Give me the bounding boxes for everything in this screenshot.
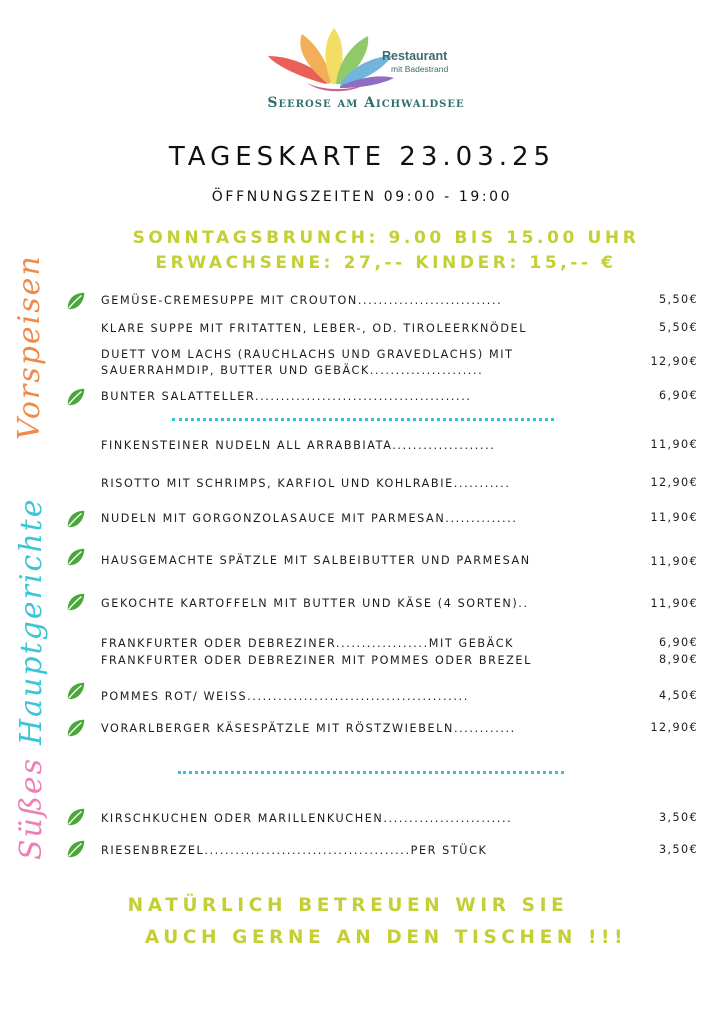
lotus-logo xyxy=(266,26,466,126)
menu-item-name: GEKOCHTE KARTOFFELN MIT BUTTER UND KÄSE (4 SORTEN).. xyxy=(101,597,529,610)
menu-item-price: 4,50€ xyxy=(658,689,698,702)
leaf-icon xyxy=(65,591,87,613)
menu-item-name: DUETT VOM LACHS (RAUCHLACHS UND GRAVEDLACHS) MIT xyxy=(101,348,514,361)
menu-item-name: RISOTTO MIT SCHRIMPS, KARFIOL UND KOHLRABIE........... xyxy=(101,477,511,490)
section-label-desserts: Süßes xyxy=(14,756,49,860)
leaf-icon xyxy=(65,838,87,860)
menu-item-name: VORARLBERGER KÄSESPÄTZLE MIT RÖSTZWIEBELN............ xyxy=(101,722,516,735)
menu-item-price: 8,90€ xyxy=(658,653,698,666)
menu-item-name: KLARE SUPPE MIT FRITATTEN, LEBER-, OD. TIROLEERKNÖDEL xyxy=(101,322,528,335)
menu-item-price: 11,90€ xyxy=(650,597,698,610)
leaf-icon xyxy=(65,290,87,312)
menu-item-name: FRANKFURTER ODER DEBREZINER MIT POMMES ODER BREZEL xyxy=(101,654,532,667)
restaurant-name: Seerose am Aichwaldsee xyxy=(267,95,465,111)
leaf-icon xyxy=(65,680,87,702)
restaurant-sub: mit Badestrand xyxy=(391,64,449,74)
menu-item-name-line-2: SAUERRAHMDIP, BUTTER UND GEBÄCK...................... xyxy=(101,364,484,377)
menu-item-name: BUNTER SALATTELLER.......................................... xyxy=(101,390,472,403)
leaf-icon xyxy=(65,508,87,530)
leaf-icon xyxy=(65,717,87,739)
section-divider xyxy=(178,771,564,774)
leaf-icon xyxy=(65,806,87,828)
page-title: TAGESKARTE 23.03.25 xyxy=(168,142,556,172)
menu-item-price: 3,50€ xyxy=(658,843,698,856)
brunch-line-1: SONNTAGSBRUNCH: 9.00 BIS 15.00 UHR xyxy=(132,228,640,248)
menu-item-name: POMMES ROT/ WEISS........................................... xyxy=(101,690,469,703)
menu-item-price: 6,90€ xyxy=(658,636,698,649)
menu-item-price: 11,90€ xyxy=(650,555,698,568)
section-label-mains: Hauptgerichte xyxy=(14,497,49,745)
menu-item-price: 12,90€ xyxy=(650,476,698,489)
menu-item-price: 12,90€ xyxy=(650,355,698,368)
menu-item-name: FINKENSTEINER NUDELN ALL ARRABBIATA.................... xyxy=(101,439,496,452)
menu-item-name: FRANKFURTER ODER DEBREZINER..................MIT GEBÄCK xyxy=(101,637,515,650)
footer-line-1: NATÜRLICH BETREUEN WIR SIE xyxy=(127,895,569,916)
menu-item-price: 3,50€ xyxy=(658,811,698,824)
menu-item-price: 5,50€ xyxy=(658,293,698,306)
menu-item-name: NUDELN MIT GORGONZOLASAUCE MIT PARMESAN.............. xyxy=(101,512,518,525)
brunch-line-2: ERWACHSENE: 27,-- KINDER: 15,-- € xyxy=(155,253,617,273)
menu-item-price: 6,90€ xyxy=(658,389,698,402)
menu-item-price: 12,90€ xyxy=(650,721,698,734)
menu-item-name: KIRSCHKUCHEN ODER MARILLENKUCHEN......................... xyxy=(101,812,513,825)
menu-item-name: GEMÜSE-CREMESUPPE MIT CROUTON............................ xyxy=(101,294,503,307)
menu-item-name: RIESENBREZEL........................................PER STÜCK xyxy=(101,844,488,857)
restaurant-label: Restaurant xyxy=(382,49,448,63)
menu-item-price: 11,90€ xyxy=(650,438,698,451)
section-label-starters: Vorspeisen xyxy=(12,254,47,440)
footer-line-2: AUCH GERNE AN DEN TISCHEN !!! xyxy=(144,927,628,948)
leaf-icon xyxy=(65,546,87,568)
opening-hours: ÖFFNUNGSZEITEN 09:00 - 19:00 xyxy=(211,189,513,205)
menu-item-price: 11,90€ xyxy=(650,511,698,524)
menu-item-price: 5,50€ xyxy=(658,321,698,334)
section-divider xyxy=(172,418,554,421)
menu-item-name: HAUSGEMACHTE SPÄTZLE MIT SALBEIBUTTER UND PARMESAN xyxy=(101,554,531,567)
leaf-icon xyxy=(65,386,87,408)
